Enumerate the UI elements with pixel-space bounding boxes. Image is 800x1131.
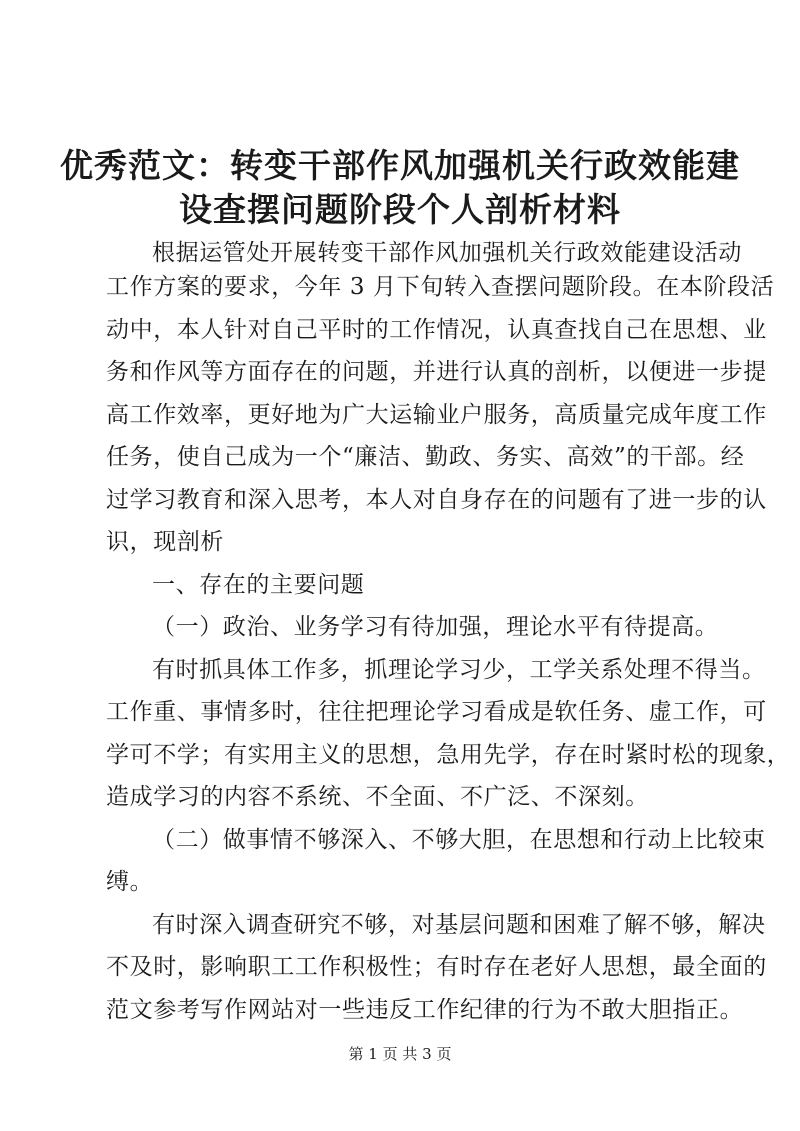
body-line: 工作重、事情多时，往往把理论学习看成是软任务、虚工作，可 bbox=[106, 699, 767, 725]
body-line: 缚。 bbox=[106, 869, 154, 895]
body-line: 任务，使自己成为一个“廉洁、勤政、务实、高效”的干部。经 bbox=[106, 444, 745, 470]
body-line: 动中，本人针对自己平时的工作情况，认真查找自己在思想、业 bbox=[106, 317, 767, 343]
body-line: 有时深入调查研究不够，对基层问题和困难了解不够，解决 bbox=[152, 912, 766, 938]
body-line: 范文参考写作网站对一些违反工作纪律的行为不敢大胆指正。 bbox=[106, 997, 744, 1023]
body-line: 高工作效率，更好地为广大运输业户服务，高质量完成年度工作 bbox=[106, 402, 767, 428]
body-line: 过学习教育和深入思考，本人对自身存在的问题有了进一步的认 bbox=[106, 487, 767, 513]
section-heading: 一、存在的主要问题 bbox=[152, 572, 365, 598]
body-line: 根据运管处开展转变干部作风加强机关行政效能建设活动 bbox=[152, 240, 742, 266]
body-line: 务和作风等方面存在的问题，并进行认真的剖析，以便进一步提 bbox=[106, 359, 767, 385]
subsection-heading: （一）政治、业务学习有待加强，理论水平有待提高。 bbox=[152, 614, 719, 640]
body-line: 识，现剖析 bbox=[106, 529, 224, 555]
page-footer: 第 1 页 共 3 页 bbox=[348, 1045, 452, 1063]
document-title-line-2: 设查摆问题阶段个人剖析材料 bbox=[179, 190, 621, 229]
document-title-line-1: 优秀范文：转变干部作风加强机关行政效能建 bbox=[60, 146, 740, 185]
body-line: 工作方案的要求，今年 3 月下旬转入查摆问题阶段。在本阶段活 bbox=[106, 274, 775, 300]
body-line: 造成学习的内容不系统、不全面、不广泛、不深刻。 bbox=[106, 784, 649, 810]
subsection-heading: （二）做事情不够深入、不够大胆，在思想和行动上比较束 bbox=[152, 827, 766, 853]
body-line: 不及时，影响职工工作积极性；有时存在老好人思想，最全面的 bbox=[106, 954, 767, 980]
body-line: 有时抓具体工作多，抓理论学习少，工学关系处理不得当。 bbox=[152, 657, 766, 683]
body-line: 学可不学；有实用主义的思想，急用先学，存在时紧时松的现象， bbox=[106, 742, 791, 768]
